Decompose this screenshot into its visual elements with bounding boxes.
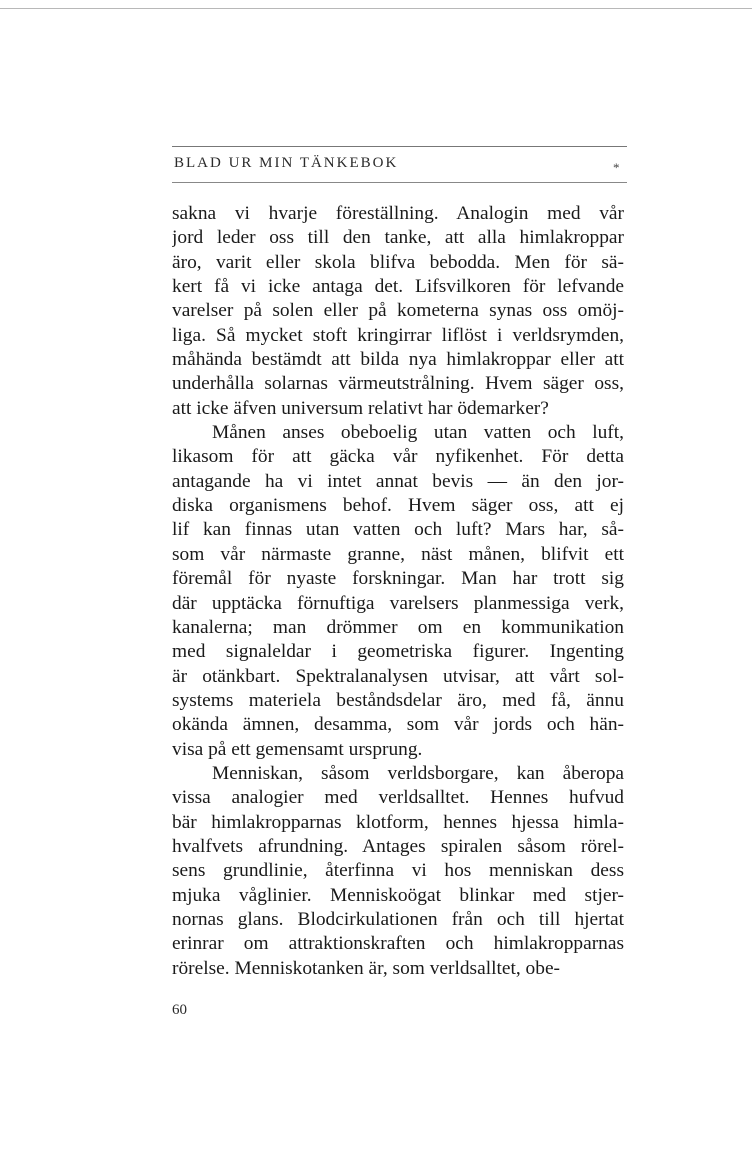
text-line: erinrar om attraktionskraften och himlakropparnas	[172, 933, 624, 955]
text-line: underhålla solarnas värmeutstrålning. Hvem säger oss,	[172, 373, 624, 395]
text-line: bär himlakropparnas klotform, hennes hjessa himla-	[172, 811, 624, 833]
header-rule-bottom	[172, 182, 627, 183]
text-line: systems materiela beståndsdelar äro, med få, ännu	[172, 689, 624, 711]
text-line: kert få vi icke antaga det. Lifsvilkoren för lefvande	[172, 276, 624, 298]
text-line: Menniskan, såsom verldsborgare, kan åberopa	[212, 762, 624, 784]
text-line: varelser på solen eller på kometerna synas oss omöj-	[172, 300, 624, 322]
text-line: okända ämnen, desamma, som vår jords och hän-	[172, 714, 624, 736]
paragraph	[172, 762, 624, 981]
text-line: mjuka våglinier. Menniskoögat blinkar med stjer-	[172, 884, 624, 906]
text-line: diska organismens behof. Hvem säger oss, att ej	[172, 495, 624, 517]
running-head: BLAD UR MIN TÄNKEBOK	[174, 155, 399, 171]
text-line: med signaleldar i geometriska figurer. Ingenting	[172, 641, 624, 663]
text-line: liga. Så mycket stoft kringirrar liflöst i verldsrymden,	[172, 324, 624, 346]
text-line: antagande ha vi intet annat bevis — än den jor-	[172, 470, 624, 492]
page-number: 60	[172, 1002, 187, 1018]
text-line: är otänkbart. Spektralanalysen utvisar, att vårt sol-	[172, 665, 624, 687]
text-line: föremål för nyaste forskningar. Man har trott sig	[172, 568, 624, 590]
paragraph	[172, 202, 624, 421]
text-line: måhända bestämdt att bilda nya himlakroppar eller att	[172, 349, 624, 371]
text-line: äro, varit eller skola blifva bebodda. Men för sä-	[172, 251, 624, 273]
text-line: lif kan finnas utan vatten och luft? Mars har, så-	[172, 519, 624, 541]
text-line: jord leder oss till den tanke, att alla himlakroppar	[172, 227, 624, 249]
text-line: vissa analogier med verldsalltet. Hennes hufvud	[172, 787, 624, 809]
asterisk-ornament-icon: *	[613, 160, 620, 175]
text-line: sens grundlinie, återfinna vi hos menniskan dess	[172, 860, 624, 882]
text-line: att icke äfven universum relativt har ödemarker?	[172, 397, 549, 419]
text-line: där upptäcka förnuftiga varelsers planmessiga verk,	[172, 592, 624, 614]
header-rule-top	[172, 146, 627, 147]
text-line: visa på ett gemensamt ursprung.	[172, 738, 423, 760]
text-line: rörelse. Menniskotanken är, som verldsalltet, obe-	[172, 957, 561, 979]
text-line: nornas glans. Blodcirkulationen från och till hjertat	[172, 908, 624, 930]
text-line: likasom för att gäcka vår nyfikenhet. För detta	[172, 446, 624, 468]
text-line: sakna vi hvarje föreställning. Analogin med vår	[172, 203, 624, 224]
text-line: som vår närmaste granne, näst månen, blifvit ett	[172, 543, 624, 565]
paragraph	[172, 421, 624, 762]
text-line: Månen anses obeboelig utan vatten och luft,	[212, 422, 624, 444]
text-line: kanalerna; man drömmer om en kommunikation	[172, 616, 624, 638]
body-text	[172, 202, 624, 981]
text-line: hvalfvets afrundning. Antages spiralen såsom rörel-	[172, 835, 624, 857]
scan-top-edge-rule	[0, 8, 752, 9]
